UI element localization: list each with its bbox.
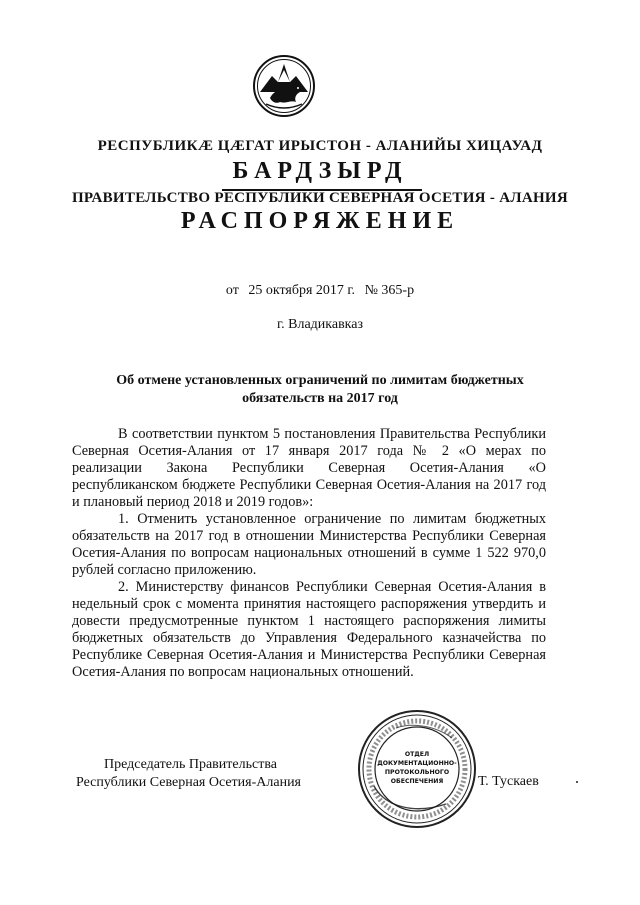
body-paragraph: 1. Отменить установленное ограничение по лимитам бюджетных обязательств на 2017 год в отношении Министерства Республики Северная Осетия-Алания по вопросам национальных отношений в сумме 1 522 970,0 рублей согласно приложению. xyxy=(72,511,546,578)
russian-org-name: ПРАВИТЕЛЬСТВО РЕСПУБЛИКИ СЕВЕРНАЯ ОСЕТИЯ - АЛАНИЯ xyxy=(71,190,569,206)
signatory-position-line: Председатель Правительства xyxy=(104,757,277,772)
body-paragraph: 2. Министерству финансов Республики Северная Осетия-Алания в недельный срок с момента принятия настоящего распоряжения утвердить и довести предусмотренные пунктом 1 настоящего распоряжения лимиты бюджетных обязательств до Управления Федерального казначейства по Республике Северная Осетия-Алания и Министерства Республики Северная Осетия-Алания по вопросам национальных отношений. xyxy=(72,579,546,680)
stamp-inner-text: ПРОТОКОЛЬНОГО xyxy=(384,769,450,776)
stamp-inner-text: ОТДЕЛ xyxy=(404,751,430,758)
signatory-name: Т. Тускаев xyxy=(478,774,539,789)
official-stamp xyxy=(356,708,478,830)
document-title: Об отмене установленных ограничений по лимитам бюджетных обязательств на 2017 год xyxy=(116,373,524,406)
document-date-line xyxy=(0,283,640,299)
document-city: г. Владикавказ xyxy=(276,317,364,332)
stamp-inner-text: ОБЕСПЕЧЕНИЯ xyxy=(390,778,444,785)
ossetian-doc-type: БАРДЗЫРД xyxy=(232,158,408,184)
russian-doc-type: РАСПОРЯЖЕНИЕ xyxy=(180,208,460,234)
stamp-inner-text: ДОКУМЕНТАЦИОННО- xyxy=(377,760,457,767)
date-prefix: от xyxy=(225,283,239,298)
scan-speck xyxy=(576,781,578,783)
signatory-position xyxy=(76,756,301,792)
document-date: 25 октября 2017 г. xyxy=(248,283,356,298)
document-body xyxy=(72,426,546,681)
ossetian-org-name: РЕСПУБЛИКӔ ЦӔГАТ ИРЫСТОН - АЛАНИЙЫ ХИЦАУАД xyxy=(97,138,543,154)
coat-of-arms-emblem xyxy=(252,54,316,118)
body-paragraph: В соответствии пунктом 5 постановления Правительства Республики Северная Осетия-Алания от 17 января 2017 года № 2 «О мерах по реализации Закона Республики Северная Осетия-Алания «О республиканском бюджете Республики Северная Осетия-Алания на 2017 год и плановый период 2018 и 2019 годов»: xyxy=(72,426,546,510)
signatory-position-line: Республики Северная Осетия-Алания xyxy=(76,775,301,790)
document-number: № 365-р xyxy=(364,283,415,298)
